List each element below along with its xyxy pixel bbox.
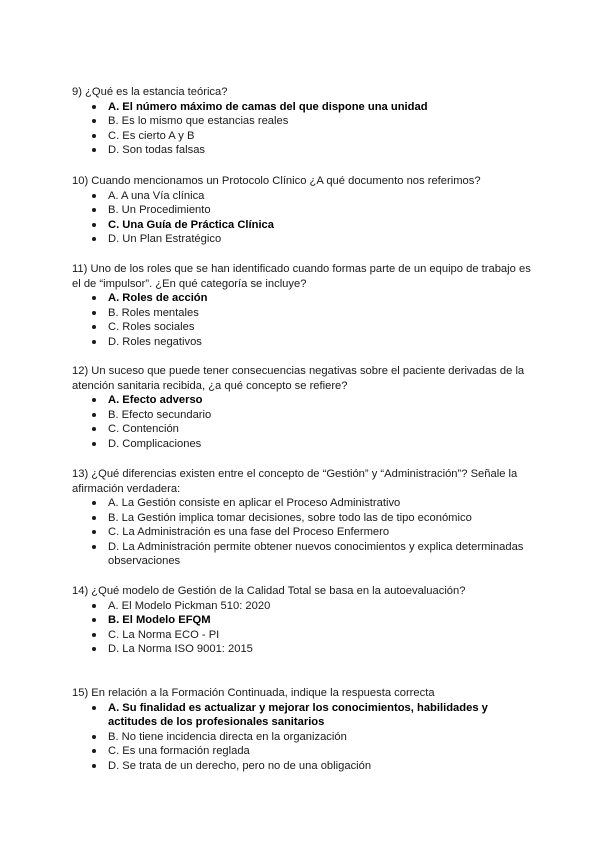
option-d: D. La Norma ISO 9001: 2015	[72, 642, 532, 657]
option-d: D. Un Plan Estratégico	[72, 232, 532, 247]
option-b: B. La Gestión implica tomar decisiones, sobre todo las de tipo económico	[72, 511, 532, 526]
option-d: D. La Administración permite obtener nuevos conocimientos y explica determinadas observaciones	[72, 540, 532, 569]
options-list	[72, 393, 532, 451]
question-text: 11) Uno de los roles que se han identificado cuando formas parte de un equipo de trabajo es el de “impulsor”. ¿En qué categoría se incluye?	[72, 263, 531, 290]
option-b: B. Un Procedimiento	[72, 203, 532, 218]
option-b: B. No tiene incidencia directa en la organización	[72, 730, 532, 745]
option-a: A. Su finalidad es actualizar y mejorar los conocimientos, habilidades y actitudes de los profesionales sanitarios	[72, 701, 532, 730]
question-11	[72, 262, 532, 349]
option-a: A. Efecto adverso	[72, 393, 532, 408]
options-list	[72, 100, 532, 158]
question-10	[72, 174, 532, 247]
option-a: A. El Modelo Pickman 510: 2020	[72, 599, 532, 614]
question-text: 14) ¿Qué modelo de Gestión de la Calidad Total se basa en la autoevaluación?	[72, 585, 466, 597]
option-b: B. Efecto secundario	[72, 408, 532, 423]
option-d: D. Roles negativos	[72, 335, 532, 350]
question-text: 13) ¿Qué diferencias existen entre el concepto de “Gestión” y “Administración”? Señale la afirmación verdadera:	[72, 468, 518, 495]
option-a: A. Roles de acción	[72, 291, 532, 306]
option-a: A. El número máximo de camas del que dispone una unidad	[72, 100, 532, 115]
question-text: 10) Cuando mencionamos un Protocolo Clínico ¿A qué documento nos referimos?	[72, 175, 481, 187]
option-b: B. El Modelo EFQM	[72, 613, 532, 628]
question-12	[72, 364, 532, 451]
options-list	[72, 701, 532, 774]
question-13	[72, 467, 532, 569]
option-d: D. Se trata de un derecho, pero no de una obligación	[72, 759, 532, 774]
option-c: C. Es una formación reglada	[72, 744, 532, 759]
question-14	[72, 584, 532, 657]
option-b: B. Es lo mismo que estancias reales	[72, 114, 532, 129]
question-text: 12) Un suceso que puede tener consecuencias negativas sobre el paciente derivadas de la atención sanitaria recibida, ¿a qué concepto se refiere?	[72, 365, 525, 392]
question-9	[72, 85, 532, 158]
option-d: D. Complicaciones	[72, 437, 532, 452]
option-c: C. La Norma ECO - PI	[72, 628, 532, 643]
options-list	[72, 496, 532, 569]
question-text: 15) En relación a la Formación Continuada, indique la respuesta correcta	[72, 687, 435, 699]
option-d: D. Son todas falsas	[72, 143, 532, 158]
option-b: B. Roles mentales	[72, 306, 532, 321]
option-c: C. Roles sociales	[72, 320, 532, 335]
option-a: A. La Gestión consiste en aplicar el Proceso Administrativo	[72, 496, 532, 511]
option-a: A. A una Vía clínica	[72, 189, 532, 204]
options-list	[72, 599, 532, 657]
options-list	[72, 189, 532, 247]
option-c: C. Contención	[72, 422, 532, 437]
question-15	[72, 686, 532, 773]
options-list	[72, 291, 532, 349]
option-c: C. La Administración es una fase del Proceso Enfermero	[72, 525, 532, 540]
question-text: 9) ¿Qué es la estancia teórica?	[72, 86, 228, 98]
option-c: C. Una Guía de Práctica Clínica	[72, 218, 532, 233]
option-c: C. Es cierto A y B	[72, 129, 532, 144]
